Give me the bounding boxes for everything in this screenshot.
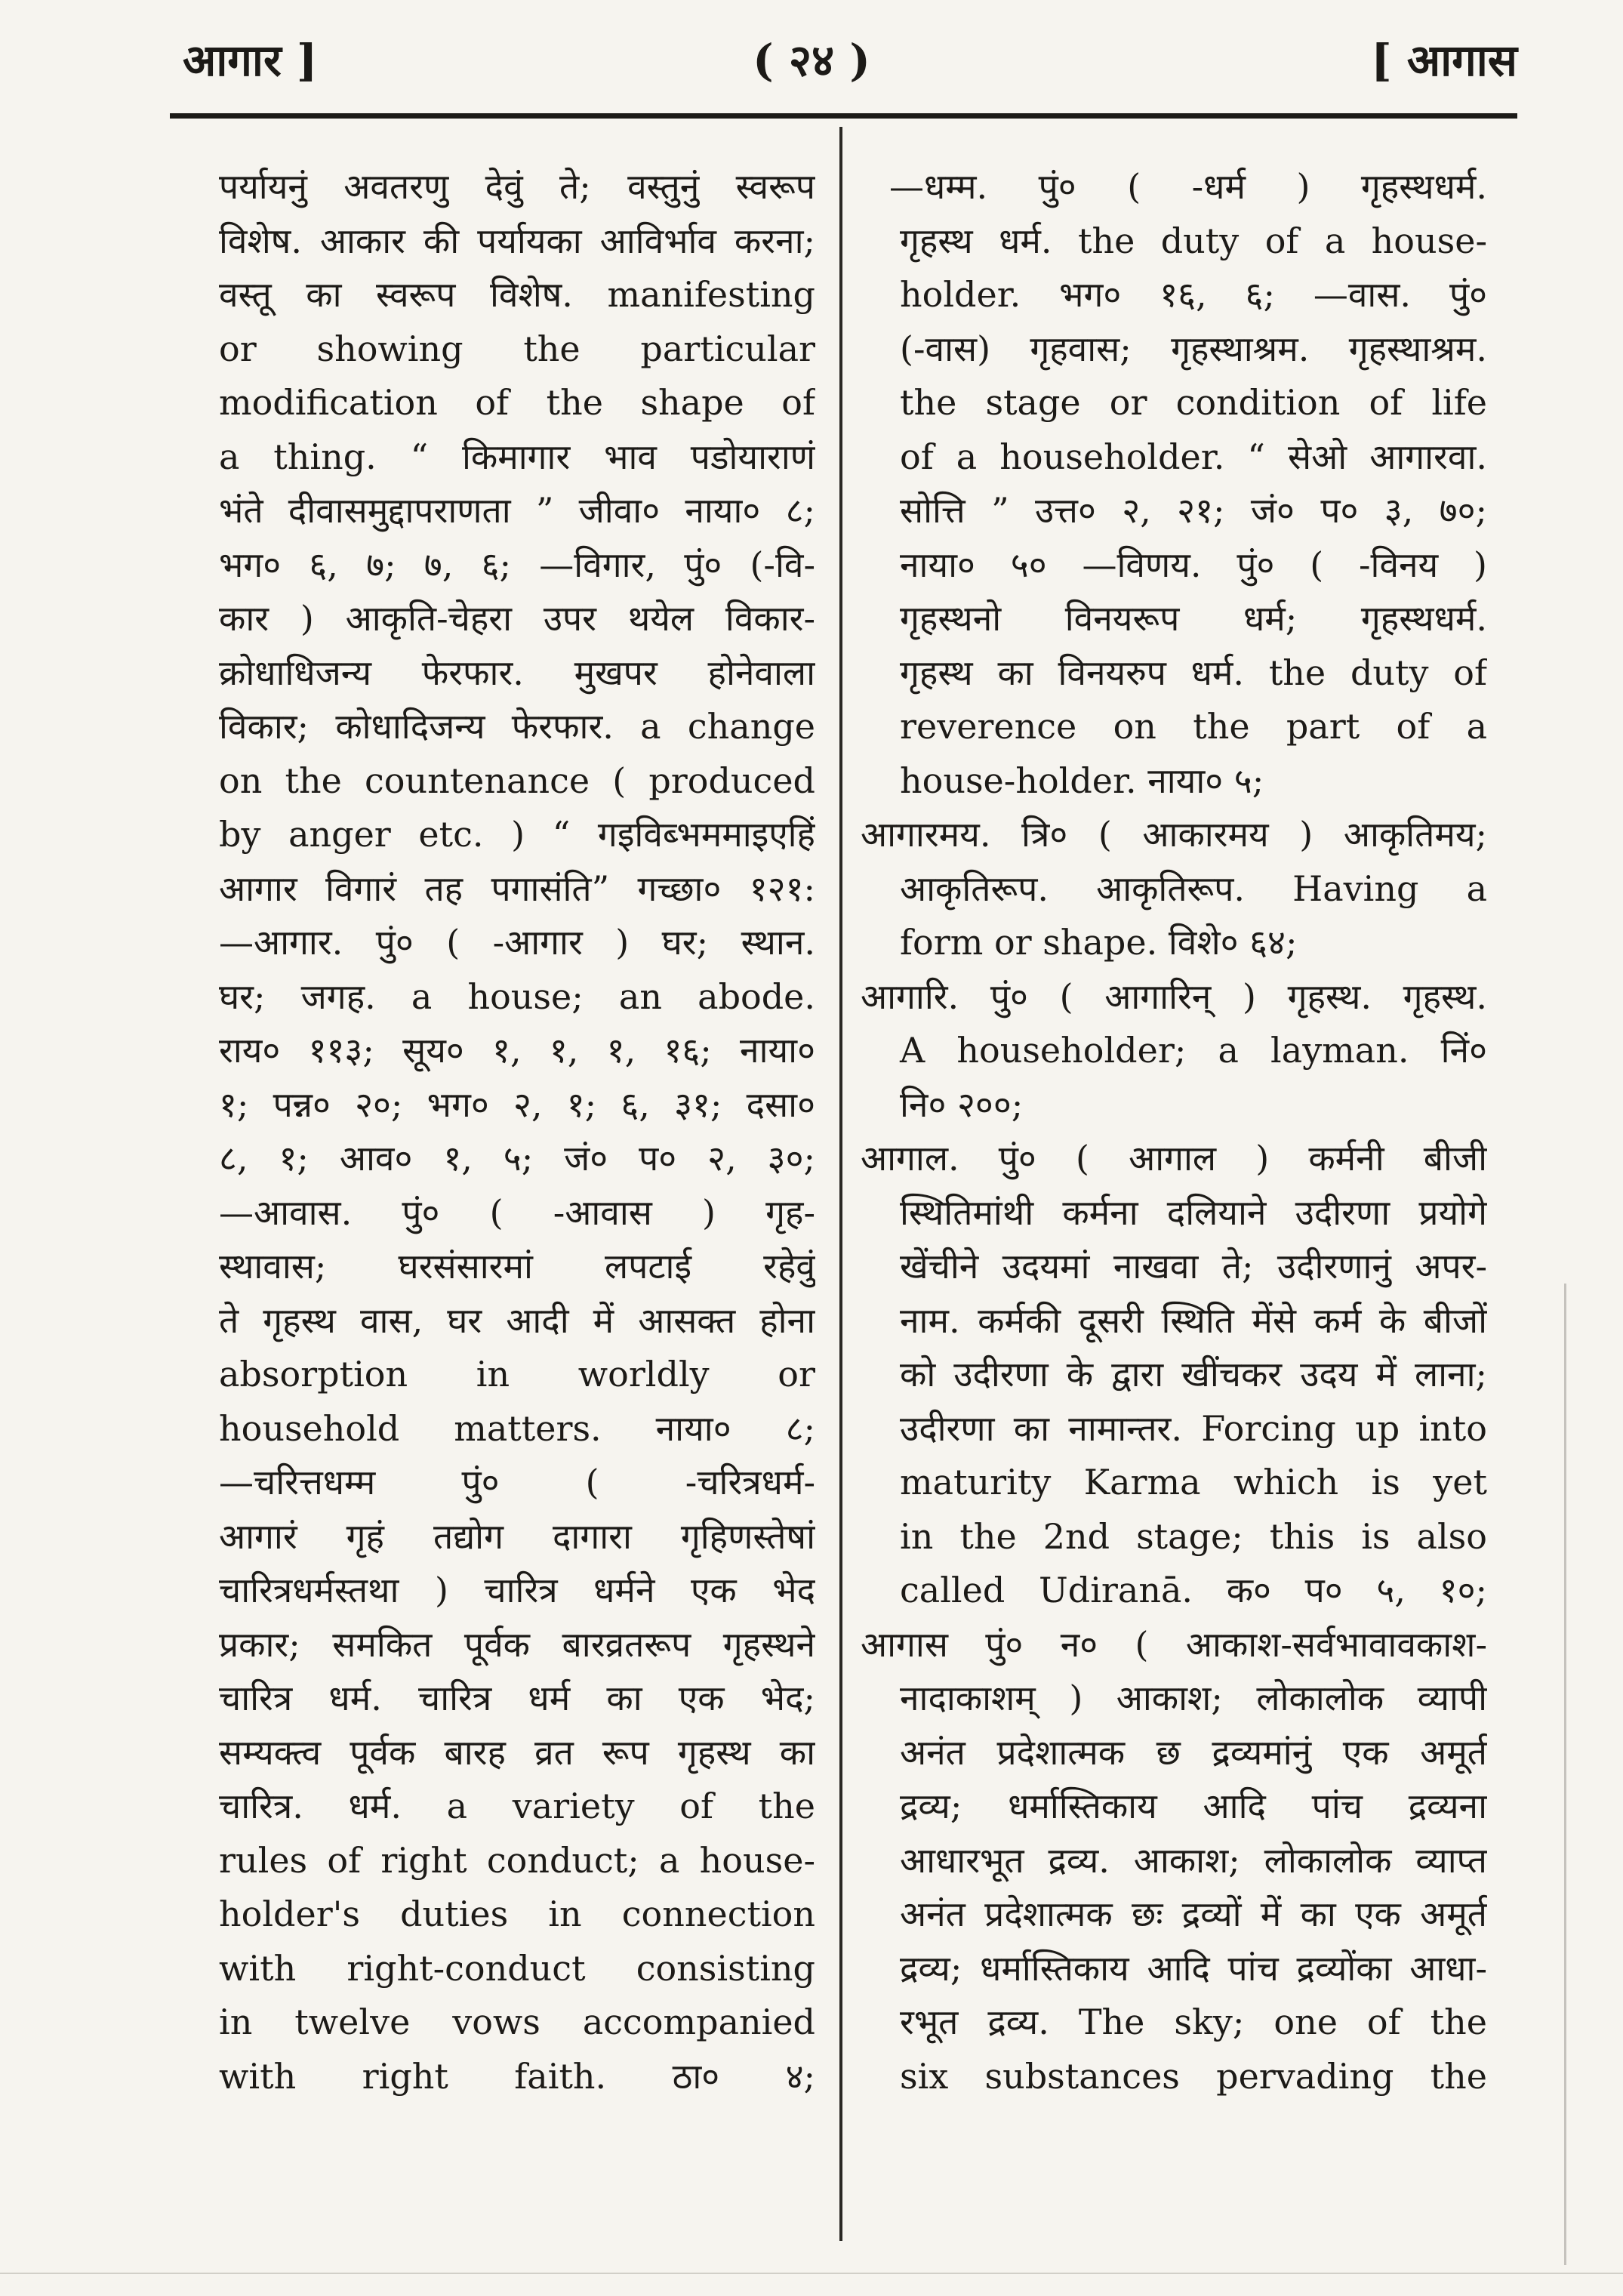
text-line: विशेष. आकार की पर्यायका आविर्भाव करना; xyxy=(219,220,815,261)
text-line: सम्यक्त्व पूर्वक बारह व्रत रूप गृहस्थ का xyxy=(219,1731,815,1773)
page-number: ( २४ ) xyxy=(753,35,870,86)
text-line: नादाकाशम् ) आकाश; लोकालोक व्यापी xyxy=(900,1678,1487,1718)
text-line: नि० २००; xyxy=(900,1083,1024,1125)
text-line: उदीरणा का नामान्तर. Forcing up into xyxy=(900,1407,1487,1449)
text-line: —आगार. पुं० ( -आगार ) घर; स्थान. xyxy=(219,922,815,963)
text-line: अनंत प्रदेशात्मक छः द्रव्यों में का एक अमूर्त xyxy=(900,1894,1487,1934)
text-line: क्रोधाधिजन्य फेरफार. मुखपर होनेवाला xyxy=(219,652,815,693)
text-line: absorption in worldly or xyxy=(219,1354,815,1395)
scan-bottom-edge xyxy=(0,2273,1623,2274)
text-line: गृहस्थ का विनयरुप धर्म. the duty of xyxy=(900,652,1487,693)
header-right-guideword: [ आगास xyxy=(1371,35,1517,86)
text-line: द्रव्य; धर्मास्तिकाय आदि पांच द्रव्योंका आधा- xyxy=(900,1947,1487,1989)
text-line: house-holder. नाया० ५; xyxy=(900,760,1264,801)
text-line: six substances pervading the xyxy=(900,2055,1487,2097)
text-line: आगार विगारं तह पगासंति” गच्छा० १२१: xyxy=(219,868,815,909)
text-line: घर; जगह. a house; an abode. xyxy=(219,975,815,1017)
text-line: rules of right conduct; a house- xyxy=(219,1839,815,1881)
text-line: भग० ६, ७; ७, ६; —विगार, पुं० (-वि- xyxy=(219,544,815,585)
text-line: खेंचीने उदयमां नाखवा ते; उदीरणानुं अपर- xyxy=(900,1246,1487,1287)
text-line: or showing the particular xyxy=(219,328,815,369)
text-line: आगारं गृहं तद्योग दागारा गृहिणस्तेषां xyxy=(219,1515,815,1557)
text-line: प्रकार; समकित पूर्वक बारव्रतरूप गृहस्थने xyxy=(219,1623,815,1665)
text-line: अनंत प्रदेशात्मक छ द्रव्यमांनुं एक अमूर्त xyxy=(900,1731,1487,1773)
text-line: नाया० ५० —विणय. पुं० ( -विनय ) xyxy=(900,544,1487,585)
text-line: गृहस्थ धर्म. the duty of a house- xyxy=(900,220,1487,261)
text-line: form or shape. विशे० ६४; xyxy=(900,922,1298,963)
text-line: called Udiranā. क० प० ५, १०; xyxy=(900,1570,1487,1610)
text-line: A householder; a layman. निं० xyxy=(900,1030,1487,1071)
text-line: स्थावास; घरसंसारमां लपटाई रहेवुं xyxy=(219,1246,815,1287)
text-line: —धम्म. पुं० ( -धर्म ) गृहस्थधर्म. xyxy=(889,166,1487,207)
text-line: वस्तू का स्वरूप विशेष. manifesting xyxy=(219,274,815,315)
text-line: by anger etc. ) “ गइविब्भममाइएहिं xyxy=(219,814,815,855)
entry-headword-line: आगाल. पुं० ( आगाल ) कर्मनी बीजी xyxy=(861,1138,1487,1179)
left-column xyxy=(219,160,815,2103)
entry-headword-line: आगारि. पुं० ( आगारिन् ) गृहस्थ. गृहस्थ. xyxy=(861,975,1487,1017)
scan-edge-mark xyxy=(1564,1284,1566,2265)
text-line: holder. भग० १६, ६; —वास. पुं० xyxy=(900,274,1487,315)
text-line: the stage or condition of life xyxy=(900,382,1487,423)
text-line: राय० ११३; सूय० १, १, १, १६; नाया० xyxy=(219,1030,815,1071)
entry-headword-line: आगास पुं० न० ( आकाश-सर्वभावावकाश- xyxy=(861,1623,1487,1665)
text-line: ८, १; आव० १, ५; जं० प० २, ३०; xyxy=(219,1138,815,1179)
text-line: —चरित्तधम्म पुं० ( -चरित्रधर्म- xyxy=(219,1462,815,1502)
text-line: on the countenance ( produced xyxy=(219,760,815,801)
text-line: ते गृहस्थ वास, घर आदी में आसक्त होना xyxy=(219,1299,815,1341)
text-line: —आवास. पुं० ( -आवास ) गृह- xyxy=(219,1191,815,1233)
column-divider xyxy=(839,127,842,2241)
text-line: (-वास) गृहवास; गृहस्थाश्रम. गृहस्थाश्रम. xyxy=(900,328,1487,369)
text-line: गृहस्थनो विनयरूप धर्म; गृहस्थधर्म. xyxy=(900,598,1487,639)
text-line: सोत्ति ” उत्त० २, २१; जं० प० ३, ७०; xyxy=(900,490,1487,531)
text-line: holder's duties in connection xyxy=(219,1894,815,1934)
text-line: household matters. नाया० ८; xyxy=(219,1407,815,1449)
text-line: in twelve vows accompanied xyxy=(219,2002,815,2042)
text-line: a thing. “ किमागार भाव पडोयाराणं xyxy=(219,436,815,477)
header-rule xyxy=(170,113,1517,119)
right-column xyxy=(861,160,1487,2103)
text-line: आधारभूत द्रव्य. आकाश; लोकालोक व्याप्त xyxy=(900,1839,1487,1881)
text-line: in the 2nd stage; this is also xyxy=(900,1515,1487,1557)
text-line: चारित्र. धर्म. a variety of the xyxy=(219,1786,815,1826)
text-line: maturity Karma which is yet xyxy=(900,1462,1487,1502)
text-line: भंते दीवासमुद्दापराणता ” जीवा० नाया० ८; xyxy=(219,490,815,531)
entry-headword-line: आगारमय. त्रि० ( आकारमय ) आकृतिमय; xyxy=(861,814,1487,855)
text-line: चारित्र धर्म. चारित्र धर्म का एक भेद; xyxy=(219,1678,815,1718)
text-line: modification of the shape of xyxy=(219,382,815,423)
text-line: १; पन्न० २०; भग० २, १; ६, ३१; दसा० xyxy=(219,1083,815,1125)
text-line: with right faith. ठा० ४; xyxy=(219,2055,815,2097)
text-line: द्रव्य; धर्मास्तिकाय आदि पांच द्रव्यना xyxy=(900,1786,1487,1826)
text-line: नाम. कर्मकी दूसरी स्थिति मेंसे कर्म के बीजों xyxy=(900,1299,1487,1341)
text-line: पर्यायनुं अवतरणु देवुं ते; वस्तुनुं स्वरूप xyxy=(219,166,815,207)
text-line: आकृतिरूप. आकृतिरूप. Having a xyxy=(900,868,1487,909)
text-line: रभूत द्रव्य. The sky; one of the xyxy=(900,2002,1487,2042)
text-line: of a householder. “ सेओ आगारवा. xyxy=(900,436,1487,477)
text-line: with right-conduct consisting xyxy=(219,1947,815,1989)
text-line: कार ) आकृति-चेहरा उपर थयेल विकार- xyxy=(219,598,815,639)
text-line: चारित्रधर्मस्तथा ) चारित्र धर्मने एक भेद xyxy=(219,1570,815,1610)
header-left-guideword: आगार ] xyxy=(183,35,318,86)
text-line: को उदीरणा के द्वारा खींचकर उदय में लाना; xyxy=(900,1354,1487,1395)
text-line: reverence on the part of a xyxy=(900,706,1487,747)
text-line: स्थितिमांथी कर्मना दलियाने उदीरणा प्रयोगे xyxy=(900,1191,1487,1233)
text-line: विकार; कोधादिजन्य फेरफार. a change xyxy=(219,706,815,747)
